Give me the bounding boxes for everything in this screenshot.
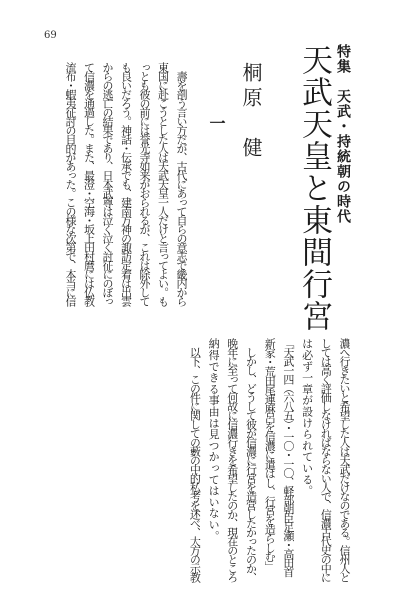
text-column: 「天武一四（六八五）・一〇・一〇、軽部朝臣足瀬・高田首 [281,338,295,576]
text-column: 納得できる事由は見つかってはいない。 [207,338,221,542]
text-column: 流布・蝦夷征討の目的があった。この様な次第で、本当に信 [64,62,77,305]
article-title: 天武天皇と東間行宮 [296,44,332,332]
text-column: も良いだろう。神話・伝承でも、建南方神の諏訪定着は出雲 [119,62,133,305]
text-column: 壽を剖う言い方だが、古代にあって自らの意志で畿内から [175,62,188,305]
text-column: からの逃亡の結果であり、日本武尊は泣く泣く討征にのぼっ [101,62,114,305]
text-column: しては高く評価しなければならない人で、信濃古代史の中に [319,338,333,581]
text-column: は必ず一章が設けられている。 [300,338,314,497]
text-column: っとも彼の前には誉光寺如来がおられるが、これは除外して [138,62,151,305]
author-name: 桐原 健 [239,62,263,162]
section-number: 一 [207,115,226,131]
text-column: 以下、この件に関しての藪の中的私考を述べ、大方の示教 [188,338,202,581]
text-column: 東国に赴こうとした人は天武天皇一人だけと言ってよい。も [156,62,170,305]
text-column: 晩年に至って何故に信濃行きを希望したのか、現在のところ [225,338,239,581]
page-number: 69 [44,30,57,41]
text-column: て信濃を通過した。また、最澄・空海・坂上田村麿には仏教 [82,62,96,305]
text-column: しかし、どうして彼が信濃に行宮を造営したかったのか、 [244,338,258,581]
text-column: 濃へ行きたいと希望した人は天武だけなのである。信州人と [338,338,351,581]
series-label: 特集 天武・持統朝の時代 [335,44,351,224]
text-column: 新家・荒田尾連麻呂を信濃に遣はし、行宮を造らしむ」 [263,338,277,571]
